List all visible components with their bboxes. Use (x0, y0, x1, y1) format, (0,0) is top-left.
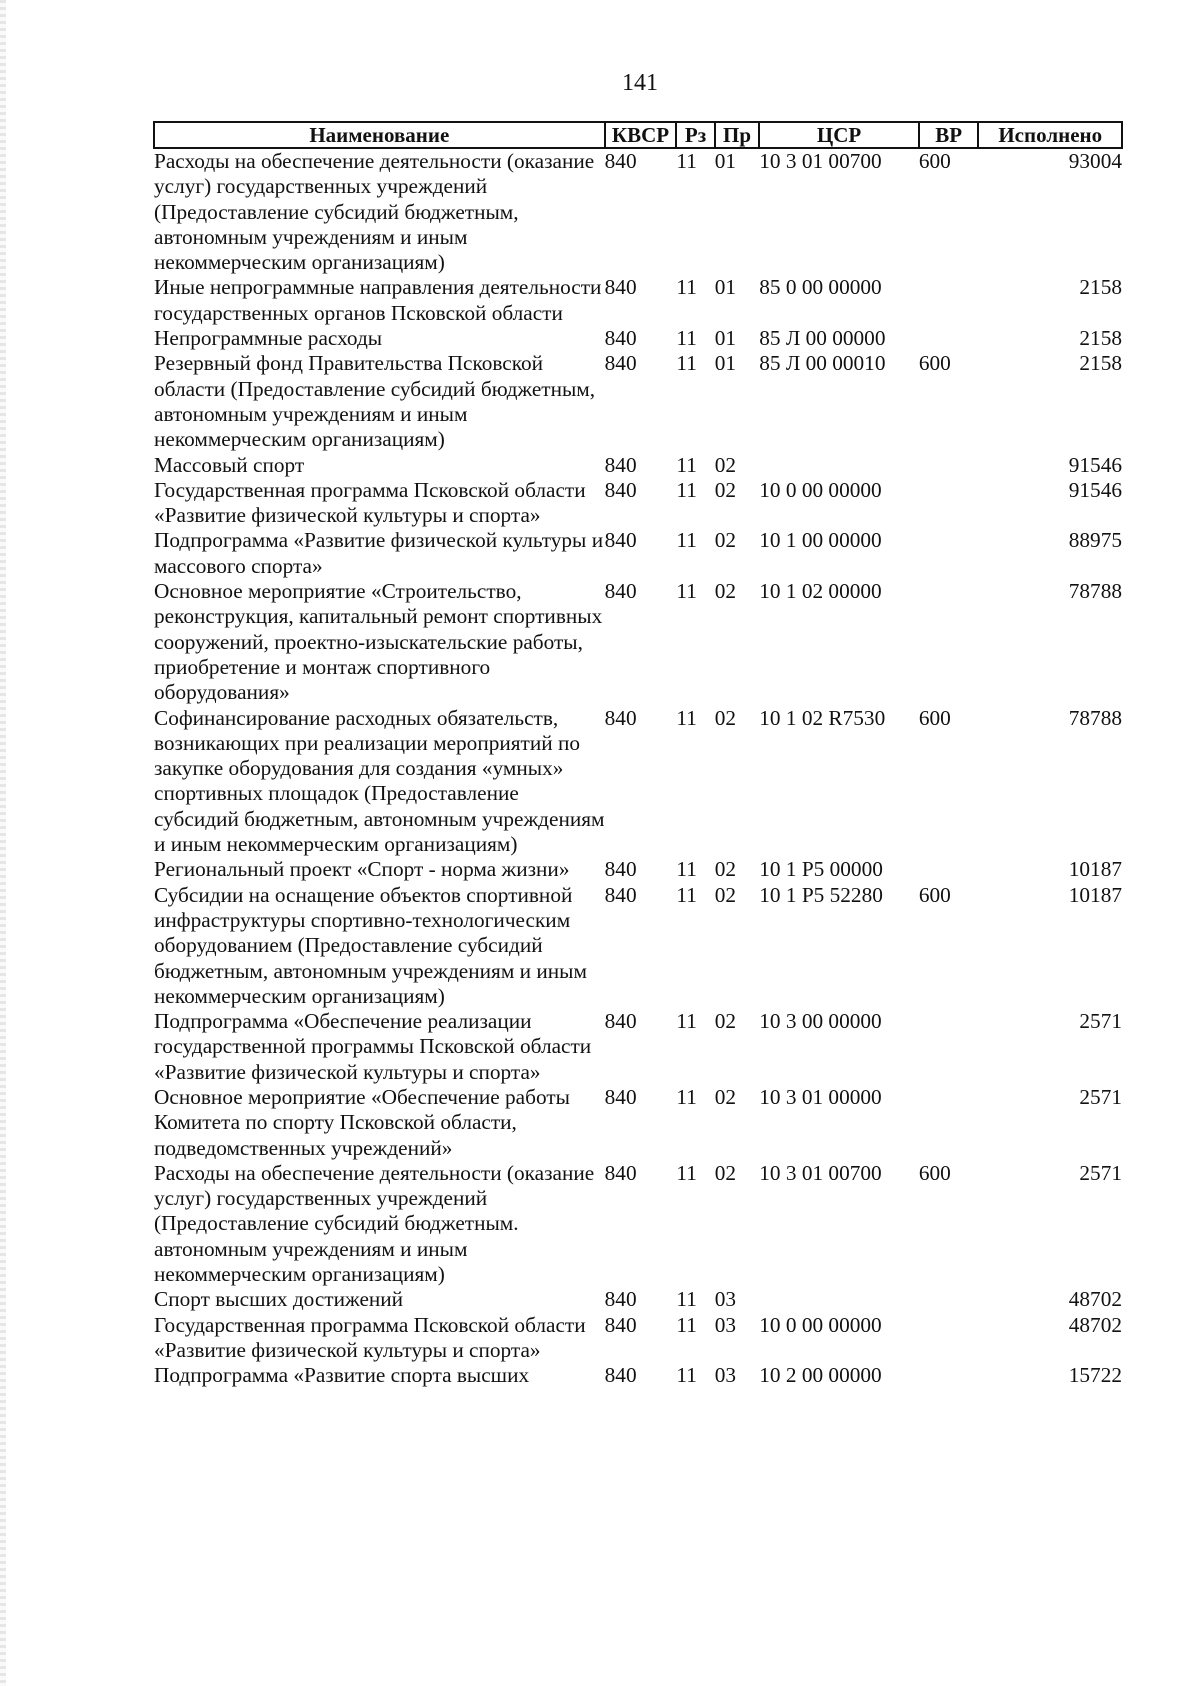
row-vr: 600 (918, 882, 951, 907)
row-csr: 10 1 P5 52280 (759, 882, 883, 907)
row-name: Расходы на обеспечение деятельности (оказание услуг) государственных учреждений (Предоставление субсидий бюджетным, автономным учреждениям и иным некоммерческим организациям) (154, 149, 595, 275)
header-executed: Исполнено (978, 122, 1122, 148)
row-pr: 02 (714, 579, 737, 604)
row-name: Субсидии на оснащение объектов спортивной инфраструктуры спортивно-технологическим оборудованием (Предоставление субсидий бюджетным, автономным учреждениям и иным некоммерческим организациям) (154, 882, 587, 1008)
row-csr: 10 2 00 00000 (759, 1363, 882, 1388)
row-pr: 02 (714, 528, 737, 553)
row-rz: 11 (676, 705, 697, 730)
row-pr: 02 (714, 705, 737, 730)
row-kvsr: 840 (604, 275, 637, 300)
row-csr: 85 Л 00 00010 (759, 351, 886, 376)
table-row (154, 1161, 1122, 1287)
row-name: Основное мероприятие «Строительство, реконструкция, капитальный ремонт спортивных сооружений, проектно-изыскательские работы, приобретение и монтаж спортивного оборудования» (154, 579, 603, 705)
table-row (154, 1363, 1122, 1388)
row-executed: 91546 (1068, 477, 1122, 502)
row-rz: 11 (676, 1009, 697, 1034)
row-csr: 10 1 02 00000 (759, 579, 882, 604)
page-number: 141 (622, 70, 658, 96)
table-row (154, 478, 1122, 529)
header-name: Наименование (154, 122, 605, 148)
row-kvsr: 840 (604, 579, 637, 604)
row-vr: 600 (918, 1160, 951, 1185)
table-row (154, 351, 1122, 452)
row-csr: 85 0 00 00000 (759, 275, 882, 300)
row-csr: 10 3 01 00700 (759, 1160, 882, 1185)
row-rz: 11 (676, 882, 697, 907)
row-vr (919, 478, 979, 529)
row-pr: 01 (714, 149, 737, 173)
row-rz: 11 (676, 477, 697, 502)
header-kvsr: КВСР (605, 122, 677, 148)
row-pr: 02 (714, 1160, 737, 1185)
row-vr (919, 326, 979, 351)
row-vr (919, 857, 979, 882)
row-kvsr: 840 (604, 1287, 637, 1312)
row-kvsr: 840 (604, 705, 637, 730)
row-csr: 10 1 00 00000 (759, 528, 882, 553)
row-executed: 10187 (1068, 857, 1122, 882)
row-executed: 93004 (1068, 149, 1122, 173)
row-vr (919, 1009, 979, 1085)
row-name: Массовый спорт (154, 452, 305, 477)
row-pr: 02 (714, 452, 737, 477)
row-rz: 11 (676, 1312, 697, 1337)
row-executed: 91546 (1068, 452, 1122, 477)
row-kvsr: 840 (604, 326, 637, 351)
table-row (154, 1287, 1122, 1312)
row-executed: 10187 (1068, 882, 1122, 907)
row-name: Софинансирование расходных обязательств, возникающих при реализации мероприятий по закупке оборудования для создания «умных» спортивных площадок (Предоставление субсидий бюджетным, автономным учреждениям и иным некоммерческим организациям) (154, 705, 605, 857)
row-rz: 11 (676, 1084, 697, 1109)
row-kvsr: 840 (604, 1363, 637, 1388)
row-rz: 11 (676, 528, 697, 553)
table-row (154, 1313, 1122, 1364)
row-rz: 11 (676, 326, 697, 351)
row-vr (919, 579, 979, 705)
row-rz: 11 (676, 857, 697, 882)
row-csr: 10 3 01 00000 (759, 1084, 882, 1109)
row-executed: 48702 (1068, 1287, 1122, 1312)
row-executed: 48702 (1068, 1312, 1122, 1337)
table-row (154, 706, 1122, 858)
budget-table (153, 121, 1123, 1389)
row-kvsr: 840 (604, 857, 637, 882)
row-csr: 10 1 02 R7530 (759, 705, 886, 730)
row-vr (919, 453, 979, 478)
table-row (154, 883, 1122, 1009)
row-vr: 600 (918, 705, 951, 730)
row-name: Непрограммные расходы (154, 326, 383, 351)
table-row (154, 1009, 1122, 1085)
row-kvsr: 840 (604, 1009, 637, 1034)
row-executed: 78788 (1068, 705, 1122, 730)
row-name: Основное мероприятие «Обеспечение работы Комитета по спорту Псковской области, подведомственных учреждений» (154, 1084, 570, 1160)
row-vr (919, 528, 979, 579)
table-row (154, 326, 1122, 351)
row-csr: 85 Л 00 00000 (759, 326, 886, 351)
row-pr: 03 (714, 1287, 737, 1312)
row-executed: 2571 (1079, 1009, 1122, 1034)
row-kvsr: 840 (604, 528, 637, 553)
row-csr: 10 3 01 00700 (759, 149, 882, 173)
table-row (154, 1085, 1122, 1161)
row-name: Подпрограмма «Развитие физической культуры и массового спорта» (154, 528, 604, 578)
row-vr: 600 (918, 149, 951, 173)
row-name: Расходы на обеспечение деятельности (оказание услуг) государственных учреждений (Предоставление субсидий бюджетным. автономным учреждениям и иным некоммерческим организациям) (154, 1160, 595, 1287)
row-name: Подпрограмма «Обеспечение реализации государственной программы Псковской области «Развитие физической культуры и спорта» (154, 1009, 592, 1084)
header-csr: ЦСР (759, 122, 919, 148)
header-vr: ВР (919, 122, 979, 148)
row-vr (919, 1287, 979, 1312)
row-rz: 11 (676, 351, 697, 376)
row-executed: 78788 (1068, 579, 1122, 604)
row-csr (759, 1287, 919, 1312)
row-vr (919, 1085, 979, 1161)
row-kvsr: 840 (604, 882, 637, 907)
row-pr: 03 (714, 1312, 737, 1337)
table-row (154, 579, 1122, 705)
row-rz: 11 (676, 149, 697, 173)
row-pr: 03 (714, 1363, 737, 1388)
row-vr (919, 275, 979, 326)
row-vr: 600 (918, 351, 951, 376)
row-name: Подпрограмма «Развитие спорта высших (154, 1363, 530, 1388)
row-csr: 10 0 00 00000 (759, 477, 882, 502)
row-name: Государственная программа Псковской области «Развитие физической культуры и спорта» (154, 477, 586, 528)
row-pr: 02 (714, 882, 737, 907)
row-rz: 11 (676, 579, 697, 604)
row-name: Спорт высших достижений (154, 1287, 404, 1312)
row-pr: 02 (714, 857, 737, 882)
row-kvsr: 840 (604, 149, 637, 173)
table-row (154, 275, 1122, 326)
row-csr (759, 453, 919, 478)
header-rz: Рз (676, 122, 714, 148)
row-executed: 15722 (1068, 1363, 1122, 1388)
row-executed: 2158 (1079, 275, 1122, 300)
row-rz: 11 (676, 1287, 697, 1312)
row-executed: 2571 (1079, 1084, 1122, 1109)
table-row (154, 528, 1122, 579)
row-name: Резервный фонд Правительства Псковской области (Предоставление субсидий бюджетным, автономным учреждениям и иным некоммерческим организациям) (154, 351, 596, 452)
row-kvsr: 840 (604, 477, 637, 502)
row-kvsr: 840 (604, 1084, 637, 1109)
table-body (154, 148, 1122, 1389)
row-executed: 2158 (1079, 326, 1122, 351)
scan-edge (0, 0, 6, 1686)
table-row (154, 857, 1122, 882)
row-csr: 10 1 P5 00000 (759, 857, 883, 882)
row-rz: 11 (676, 1363, 697, 1388)
row-kvsr: 840 (604, 351, 637, 376)
row-rz: 11 (676, 1160, 697, 1185)
row-name: Государственная программа Псковской области «Развитие физической культуры и спорта» (154, 1312, 586, 1362)
table-row (154, 453, 1122, 478)
row-kvsr: 840 (604, 1160, 637, 1185)
table-row (154, 148, 1122, 275)
row-executed: 2158 (1079, 351, 1122, 376)
row-executed: 88975 (1068, 528, 1122, 553)
row-vr (919, 1313, 979, 1364)
row-pr: 01 (714, 351, 737, 376)
row-csr: 10 0 00 00000 (759, 1312, 882, 1337)
header-pr: Пр (715, 122, 759, 148)
row-pr: 01 (714, 275, 737, 300)
row-pr: 02 (714, 1009, 737, 1034)
row-pr: 01 (714, 326, 737, 351)
table-header-row (154, 122, 1122, 148)
row-rz: 11 (676, 452, 697, 477)
row-rz: 11 (676, 275, 697, 300)
row-csr: 10 3 00 00000 (759, 1009, 882, 1034)
row-vr (919, 1363, 979, 1388)
row-name: Региональный проект «Спорт - норма жизни» (154, 857, 570, 882)
row-name: Иные непрограммные направления деятельности государственных органов Псковской области (154, 275, 602, 325)
row-kvsr: 840 (604, 1312, 637, 1337)
row-pr: 02 (714, 477, 737, 502)
row-pr: 02 (714, 1084, 737, 1109)
row-kvsr: 840 (604, 452, 637, 477)
row-executed: 2571 (1079, 1160, 1122, 1185)
